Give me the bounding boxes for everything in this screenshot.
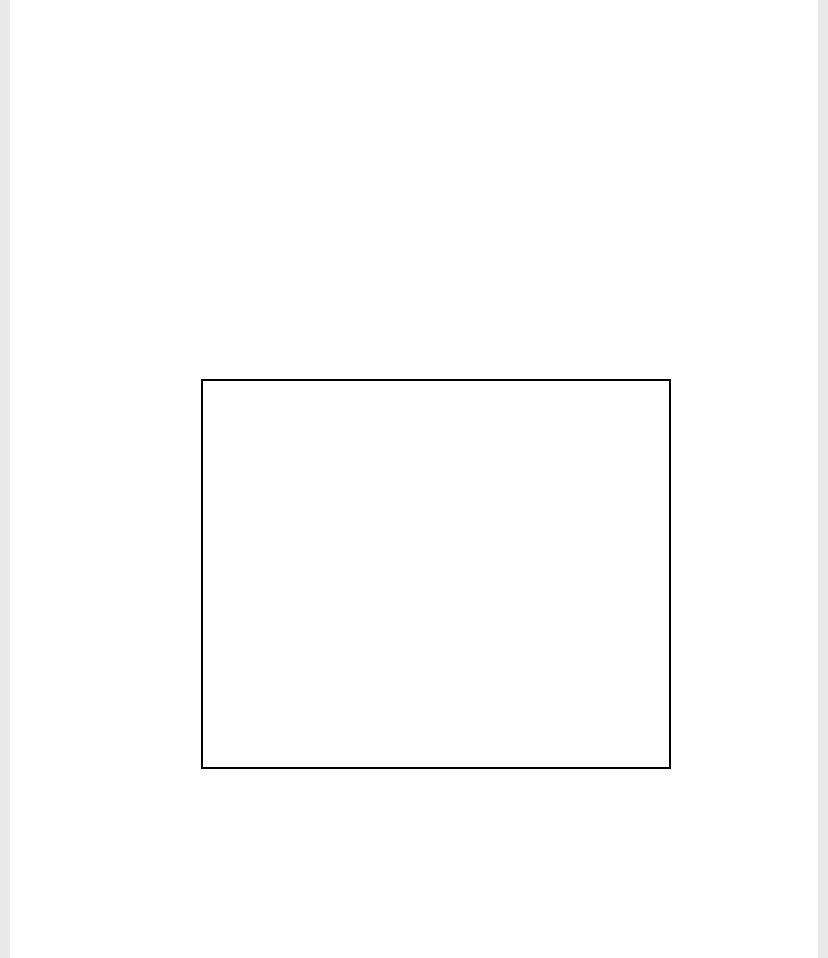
liquid-limit-chart <box>0 360 828 840</box>
plot-frame <box>202 380 670 768</box>
